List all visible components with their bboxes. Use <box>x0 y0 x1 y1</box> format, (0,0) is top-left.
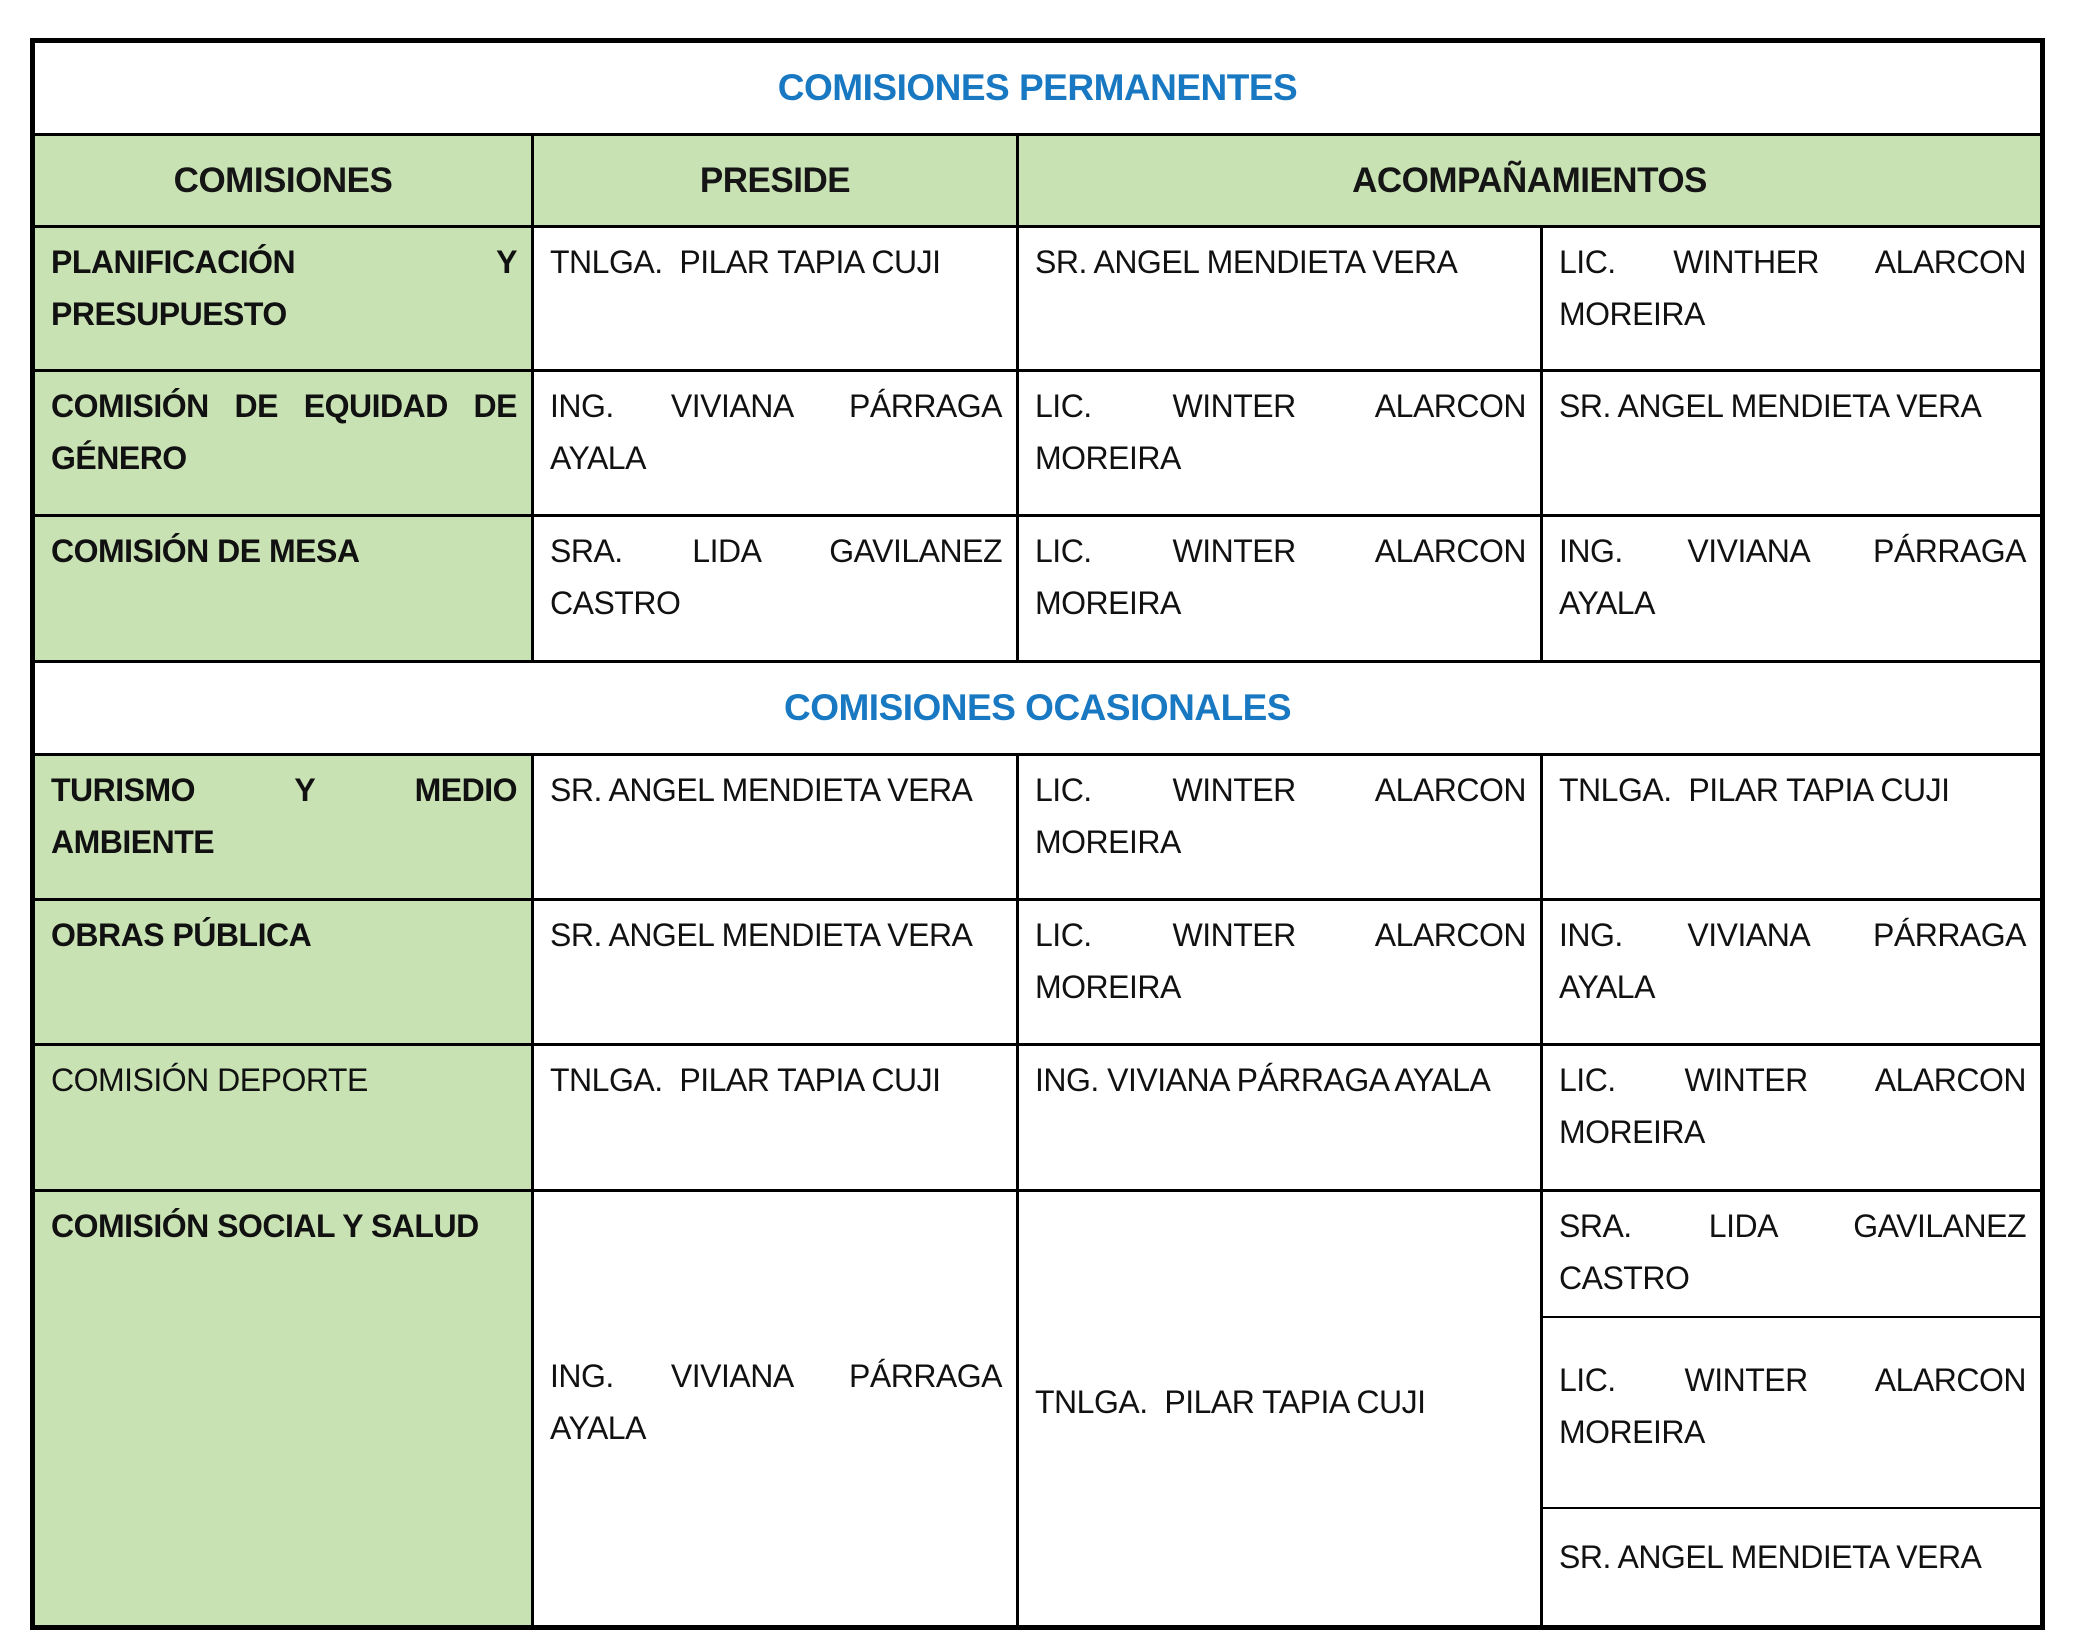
col-header-preside: PRESIDE <box>531 133 1016 225</box>
cell-obras-preside: SR. ANGEL MENDIETA VERA <box>531 898 1016 1043</box>
cell-planificacion-acomp1: SR. ANGEL MENDIETA VERA <box>1016 225 1540 369</box>
cell-mesa-acomp1: LIC. WINTER ALARCON MOREIRA <box>1016 514 1540 660</box>
cell-social-acomp2-item-1: SRA. LIDA GAVILANEZ CASTRO <box>1559 1208 2026 1296</box>
cell-planificacion-preside: TNLGA. PILAR TAPIA CUJI <box>531 225 1016 369</box>
cell-turismo-acomp2: TNLGA. PILAR TAPIA CUJI <box>1540 753 2040 898</box>
cell-deporte-preside: TNLGA. PILAR TAPIA CUJI <box>531 1043 1016 1189</box>
cell-social-acomp2-stack <box>1540 1189 2040 1625</box>
cell-social-comision: COMISIÓN SOCIAL Y SALUD <box>35 1189 531 1625</box>
cell-planificacion-comision: PLANIFICACIÓN Y PRESUPUESTO <box>35 225 531 369</box>
cell-social-acomp2-item-3: SR. ANGEL MENDIETA VERA <box>1543 1507 2040 1625</box>
cell-social-preside: ING. VIVIANA PÁRRAGA AYALA <box>531 1189 1016 1625</box>
section-title-permanentes: COMISIONES PERMANENTES <box>777 67 1298 108</box>
cell-mesa-comision: COMISIÓN DE MESA <box>35 514 531 660</box>
cell-deporte-comision: COMISIÓN DEPORTE <box>35 1043 531 1189</box>
section-title-ocasionales: COMISIONES OCASIONALES <box>35 660 2040 753</box>
cell-equidad-acomp2: SR. ANGEL MENDIETA VERA <box>1540 369 2040 514</box>
cell-planificacion-acomp2: LIC. WINTHER ALARCON MOREIRA <box>1540 225 2040 369</box>
cell-social-acomp2-item-2: LIC. WINTER ALARCON MOREIRA <box>1543 1316 2040 1507</box>
col-header-comisiones: COMISIONES <box>35 133 531 225</box>
cell-mesa-acomp2: ING. VIVIANA PÁRRAGA AYALA <box>1540 514 2040 660</box>
comisiones-table <box>30 38 2045 1630</box>
cell-equidad-comision: COMISIÓN DE EQUIDAD DE GÉNERO <box>35 369 531 514</box>
cell-equidad-preside: ING. VIVIANA PÁRRAGA AYALA <box>531 369 1016 514</box>
cell-turismo-preside: SR. ANGEL MENDIETA VERA <box>531 753 1016 898</box>
cell-equidad-acomp1: LIC. WINTER ALARCON MOREIRA <box>1016 369 1540 514</box>
cell-obras-acomp1: LIC. WINTER ALARCON MOREIRA <box>1016 898 1540 1043</box>
cell-mesa-preside: SRA. LIDA GAVILANEZ CASTRO <box>531 514 1016 660</box>
cell-turismo-acomp1: LIC. WINTER ALARCON MOREIRA <box>1016 753 1540 898</box>
cell-deporte-acomp1: ING. VIVIANA PÁRRAGA AYALA <box>1016 1043 1540 1189</box>
cell-social-acomp1: TNLGA. PILAR TAPIA CUJI <box>1016 1189 1540 1625</box>
cell-turismo-comision: TURISMO Y MEDIO AMBIENTE <box>35 753 531 898</box>
cell-obras-comision: OBRAS PÚBLICA <box>35 898 531 1043</box>
cell-obras-acomp2: ING. VIVIANA PÁRRAGA AYALA <box>1540 898 2040 1043</box>
cell-deporte-acomp2: LIC. WINTER ALARCON MOREIRA <box>1540 1043 2040 1189</box>
col-header-acompanamientos: ACOMPAÑAMIENTOS <box>1016 133 2040 225</box>
